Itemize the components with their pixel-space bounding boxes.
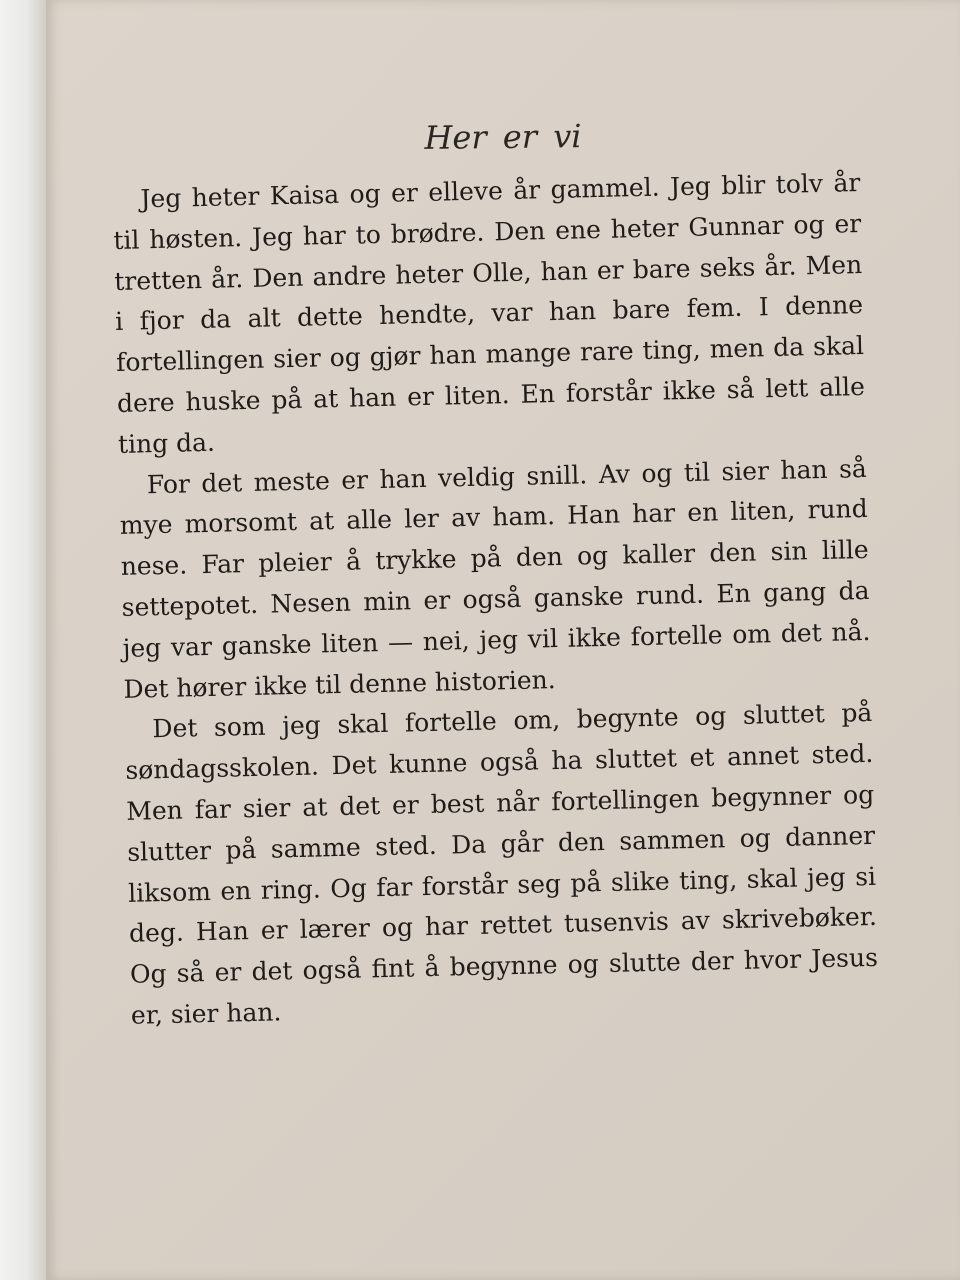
- body-text: [112, 163, 879, 1036]
- paragraph-1: Jeg heter Kaisa og er elleve år gammel. Jeg blir tolv år til høsten. Jeg har to brødre. Den ene heter Gunnar og er tretten år. Den andre heter Olle, han er bare seks år. Men i fjor da alt dette hendte, var han bare fem. I denne fortellingen sier og gjør han mange rare ting, men da skal dere huske på at han er liten. En forstår ikke så lett alle ting da.: [113, 168, 866, 459]
- paragraph-2: For det meste er han veldig snill. Av og til sier han så mye morsomt at alle ler av ham. Han har en liten, rund nese. Far pleier å trykke på den og kaller den sin lille settepotet. Nesen min er også ganske rund. En gang da jeg var ganske liten — nei, jeg vil ikke fortelle om det nå. Det hører ikke til denne historien.: [119, 453, 871, 704]
- page-spine: [0, 0, 48, 1280]
- paragraph-3: Det som jeg skal fortelle om, begynte og sluttet på søndagsskolen. Det kunne også ha sluttet et annet sted. Men far sier at det er best når fortellingen begynner og slutter på samme sted. Da går den sammen og danner liksom en ring. Og far forstår seg på slike ting, skal jeg si deg. Han er lærer og har rettet tusenvis av skrivebøker. Og så er det også fint å begynne og slutte der hvor Jesus er, sier han.: [125, 698, 879, 1030]
- chapter-title: Her er vi: [424, 117, 582, 157]
